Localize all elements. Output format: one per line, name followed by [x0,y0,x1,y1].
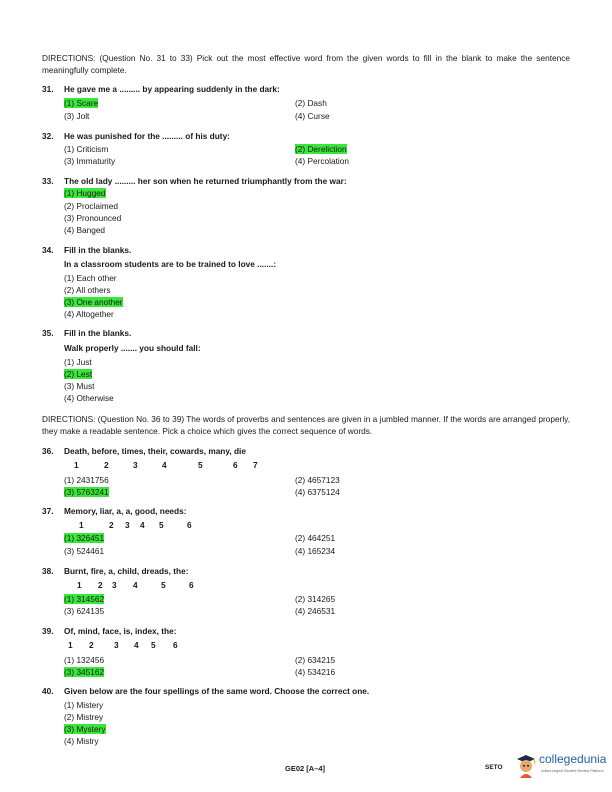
q38-word-number-4: 4 [133,580,138,590]
q34-option-3: (3) One another [64,297,123,307]
q35-option-4: (4) Otherwise [64,393,114,403]
q38-option-2: (2) 314265 [295,594,336,604]
q38-text: Burnt, fire, a, child, dreads, the: [64,566,189,576]
q38-option-1: (1) 314562 [64,594,105,604]
q32-option-3: (3) Immaturity [64,156,116,166]
q34-number: 34. [42,245,54,255]
q34-option-1: (1) Each other [64,273,117,283]
q39-word-number-4: 4 [134,640,139,650]
directions-1: DIRECTIONS: (Question No. 31 to 33) Pick out the most effective word from the given words to fill in the blank to make the sentence meaningfully complete. [42,53,570,75]
q39-word-number-1: 1 [68,640,73,650]
q36-word-number-3: 3 [133,460,138,470]
q39-option-4: (4) 534216 [295,667,336,677]
q37-word-number-1: 1 [79,520,84,530]
q31-option-3: (3) Jolt [64,111,90,121]
q40-option-3: (3) Mystery [64,724,106,734]
q31-option-1: (1) Scare [64,98,99,108]
q37-word-number-6: 6 [187,520,192,530]
q36-word-number-6: 6 [233,460,238,470]
q40-option-2: (2) Mistrey [64,712,104,722]
q37-option-4: (4) 165234 [295,546,336,556]
logo-tagline: India's largest Student Review Platform [541,769,604,773]
q39-word-number-5: 5 [151,640,156,650]
q36-text: Death, before, times, their, cowards, many, die [64,446,246,456]
q34-option-4: (4) Altogether [64,309,114,319]
q38-number: 38. [42,566,54,576]
q38-option-3: (3) 624135 [64,606,105,616]
q39-number: 39. [42,626,54,636]
q37-option-2: (2) 464251 [295,533,336,543]
q38-word-number-5: 5 [161,580,166,590]
q36-option-4: (4) 6375124 [295,487,340,497]
q37-word-number-4: 4 [140,520,145,530]
q39-text: Of, mind, face, is, index, the: [64,626,177,636]
directions-2: DIRECTIONS: (Question No. 36 to 39) The words of proverbs and sentences are given in a jumbled manner. If the words are arranged properly, they make a readable sentence. Pick a choice which gives the correct sequence of words. [42,414,570,436]
q37-word-number-2: 2 [109,520,114,530]
q32-option-1: (1) Criticism [64,144,109,154]
q33-number: 33. [42,176,54,186]
page-code: GE02 [A–4] [285,764,326,773]
q36-number: 36. [42,446,54,456]
q38-word-number-3: 3 [112,580,117,590]
q40-number: 40. [42,686,54,696]
q31-number: 31. [42,84,54,94]
q37-text: Memory, liar, a, a, good, needs: [64,506,187,516]
q35-option-1: (1) Just [64,357,92,367]
q33-option-1: (1) Hugged [64,188,106,198]
q38-option-4: (4) 246531 [295,606,336,616]
q39-option-1: (1) 132456 [64,655,105,665]
q31-option-4: (4) Curse [295,111,330,121]
q32-text: He was punished for the ......... of his duty: [64,131,230,141]
q33-option-3: (3) Pronounced [64,213,122,223]
q35-text: Fill in the blanks. [64,328,132,338]
graduate-mascot-icon [515,752,537,778]
q39-option-2: (2) 634215 [295,655,336,665]
q31-text: He gave me a ......... by appearing suddenly in the dark: [64,84,280,94]
q34-text: Fill in the blanks. [64,245,132,255]
q39-word-number-6: 6 [173,640,178,650]
q33-text: The old lady ......... her son when he returned triumphantly from the war: [64,176,347,186]
q33-option-2: (2) Proclaimed [64,201,118,211]
q32-option-2: (2) Dereliction [295,144,347,154]
q40-option-4: (4) Mistry [64,736,99,746]
q37-option-1: (1) 326451 [64,533,105,543]
q36-option-3: (3) 5763241 [64,487,109,497]
q39-option-3: (3) 345162 [64,667,105,677]
q34-option-2: (2) All others [64,285,111,295]
q35-subtext: Walk properly ....... you should fall: [64,343,201,353]
q38-word-number-2: 2 [98,580,103,590]
q36-option-2: (2) 4657123 [295,475,340,485]
q38-word-number-6: 6 [189,580,194,590]
q37-word-number-5: 5 [159,520,164,530]
q38-word-number-1: 1 [77,580,82,590]
q37-number: 37. [42,506,54,516]
q36-word-number-1: 1 [74,460,79,470]
q36-word-number-4: 4 [162,460,167,470]
q37-word-number-3: 3 [125,520,130,530]
q31-option-2: (2) Dash [295,98,327,108]
q40-option-1: (1) Mistery [64,700,104,710]
q33-option-4: (4) Banged [64,225,106,235]
q39-word-number-3: 3 [114,640,119,650]
q35-number: 35. [42,328,54,338]
q32-number: 32. [42,131,54,141]
q32-option-4: (4) Percolation [295,156,349,166]
collegedunia-logo[interactable] [515,750,607,780]
q37-option-3: (3) 524461 [64,546,105,556]
q36-option-1: (1) 2431756 [64,475,109,485]
q40-text: Given below are the four spellings of the same word. Choose the correct one. [64,686,370,696]
q39-word-number-2: 2 [89,640,94,650]
q36-word-number-2: 2 [104,460,109,470]
logo-name: collegedunia [539,752,607,766]
q34-subtext: In a classroom students are to be trained to love .......: [64,259,277,269]
q35-option-2: (2) Lest [64,369,93,379]
q36-word-number-7: 7 [253,460,258,470]
q35-option-3: (3) Must [64,381,95,391]
set-label: SETO [485,764,503,771]
q36-word-number-5: 5 [198,460,203,470]
